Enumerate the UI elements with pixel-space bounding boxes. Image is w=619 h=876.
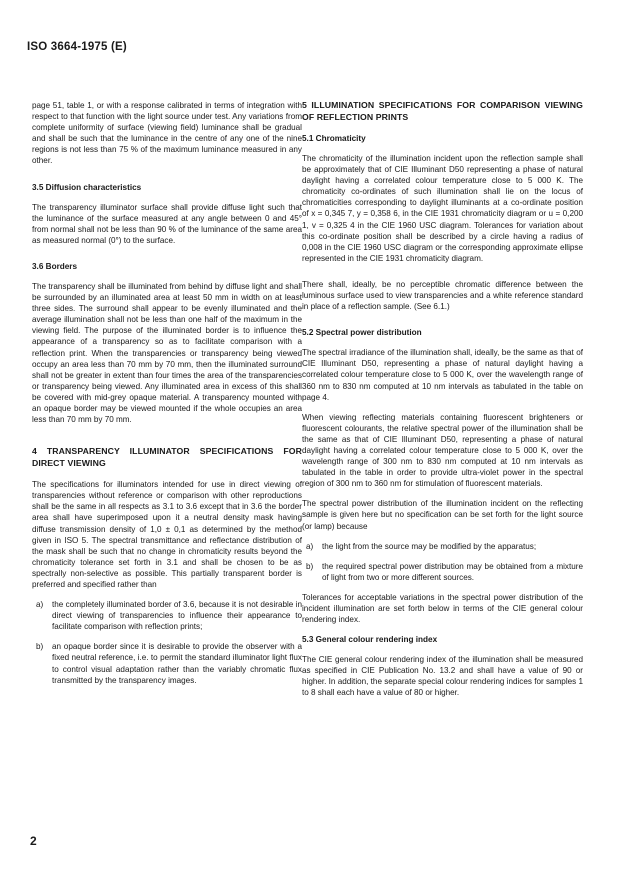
list-marker: b) [306,561,314,571]
paragraph-5-3: The CIE general colour rendering index of the illumination shall be measured as specified in CIE Publication No. 13.2 and shall have a value of 90 or higher. In addition, the separate special colour rendering indices for samples 1 to 8 shall each have a value of 80 or higher. [302,655,583,698]
list-item [32,641,302,685]
heading-5-1: 5.1 Chromaticity [302,134,366,143]
paragraph-5-2b: When viewing reflecting materials containing fluorescent brighteners or fluorescent colourants, the relative spectral power of the illumination shall be the same as that of CIE Illuminant D50, representing a phase of natural daylight having a correlated colour temperature close to 5 000 K, over the wavelength range of 300 nm to 830 nm computed at 10 nm intervals as tabulated in the table in order to provide ultra-violet power in the spectral region of 300 nm to 360 nm for stimulation of fluorescent materials. [302,412,583,489]
heading-5-2: 5.2 Spectral power distribution [302,328,422,338]
paragraph-5-2d: Tolerances for acceptable variations in the spectral power distribution of the incident illumination are set forth below in terms of the CIE general colour rendering index. [302,592,583,625]
paragraph-3-5: The transparency illuminator surface shall provide diffuse light such that the luminance of the surface measured at any angle between 0 and 45° from normal shall not be less than 90 % of the luminance of the same area as measured normal (0°) to the surface. [32,202,302,245]
list-item [302,541,583,552]
paragraph-3-6: The transparency shall be illuminated from behind by diffuse light and shall be surrounded by an illuminated area at least 50 mm in width on at least three sides. The surround shall appear to be evenly illuminated and the average illumination shall not be less than one half of the maximum in the viewing field. The purpose of the illuminated border is to influence the appearance of a transparency so as to facilitate comparison with a reflection print. When the transparencies or transparency being viewed occupy an area less than 70 mm by 70 mm, then the illuminated surround shall not be greater in extent than four times the area of the transparencies or transparency being viewed. Any illuminated area in excess of this shall be covered with mid-grey opaque material. A transparency mounted with an opaque border may be viewed mounted if the whole occupies an area less than 70 mm by 70 mm. [32,281,302,425]
paragraph-5-2a: The spectral irradiance of the illumination shall, ideally, be the same as that of CIE Illuminant D50, representing a phase of natural daylight having a correlated colour temperature close to 5 000 K, over the wavelength range of 360 nm to 830 nm computed at 10 nm intervals as tabulated in the table on page 4. [302,348,583,402]
paragraph-intro: page 51, table 1, or with a response calibrated in terms of integration with respect to that function with the light source under test. Any variations from complete uniformity of surface (viewing field) luminance shall be gradual and shall be such that the luminance in the centre of any one of the nine regions is not less than 75 % of the maximum luminance measured in any other. [32,101,302,166]
paragraph-4: The specifications for illuminators intended for use in direct viewing of transparencies without reference or comparison with other reproductions shall be the same in all respects as 3.1 to 3.6 except that in 3.6 the border area shall have superimposed upon it a neutral density mask having diffuse transmission density of 1,0 ± 0,1 as determined by the method given in ISO 5. The spectral transmittance and reflectance distribution of the mask shall be such that no change in chromaticity results beyond the chromaticity tolerance set forth in 3.1 and shall be chosen to be as spectrally non-selective as possible. This partially transparent border is preferred and specified rather than [32,480,302,589]
list-marker: a) [36,600,44,610]
list-item [32,599,302,632]
list-item-text: the required spectral power distribution may be obtained from a mixture of light from two or more different sources. [322,561,583,582]
paragraph-5-1: The chromaticity of the illumination incident upon the reflection sample shall be approximately that of CIE Illuminant D50 representing a phase of natural daylight having a correlated colour temperature close to 5 000 K. The chromaticity co-ordinates of such illumination shall lie on the locus of chromaticities corresponding to daylight illuminants at a co-ordinate position of x = 0,345 7, y = 0,358 6, in the CIE 1931 chromaticity diagram or u = 0,200 1, v = 0,325 4 in the CIE 1960 USC diagram. Tolerances for variation about this co-ordinate position shall be described by a circle having a radius of 0,008 in the CIE 1960 USC diagram or the corresponding approximate ellipse represented in the CIE 1931 chromaticity diagram. [302,154,583,263]
list-item [302,561,583,583]
paragraph-5-2c: The spectral power distribution of the illumination incident on the reflecting sample is given here but no specification can be set forth for the light source (or lamp) because [302,499,583,531]
list-item-text: the completely illuminated border of 3.6, because it is not desirable in direct viewing of transparencies to influence their appearance to facilitate comparison with reflection prints; [52,600,302,632]
list-item-text: an opaque border since it is desirable to provide the observer with a fixed neutral reference, i.e. to permit the standard illuminator light flux to control visual adaptation rather than the variably chromatic flux transmitted by the transparency images. [52,642,302,685]
list-item-text: the light from the source may be modified by the apparatus; [322,541,537,551]
heading-3-6: 3.6 Borders [32,261,78,271]
list-marker: a) [306,541,314,551]
document-header: ISO 3664-1975 (E) [27,41,127,53]
left-column [32,100,302,695]
list-marker: b) [36,642,44,652]
heading-section-5: 5 ILLUMINATION SPECIFICATIONS FOR COMPARISON VIEWING OF REFLECTION PRINTS [302,100,583,122]
page-number: 2 [30,834,37,848]
heading-5-3: 5.3 General colour rendering index [302,635,438,645]
heading-section-4: 4 TRANSPARENCY ILLUMINATOR SPECIFICATIONS FOR DIRECT VIEWING [32,446,302,468]
heading-3-5: 3.5 Diffusion characteristics [32,182,142,192]
paragraph-5-1b: There shall, ideally, be no perceptible chromatic difference between the luminous surface used to view transparencies and a white reference standard in place of a reflection sample. (See 6.1.) [302,279,583,312]
right-column [302,100,583,708]
